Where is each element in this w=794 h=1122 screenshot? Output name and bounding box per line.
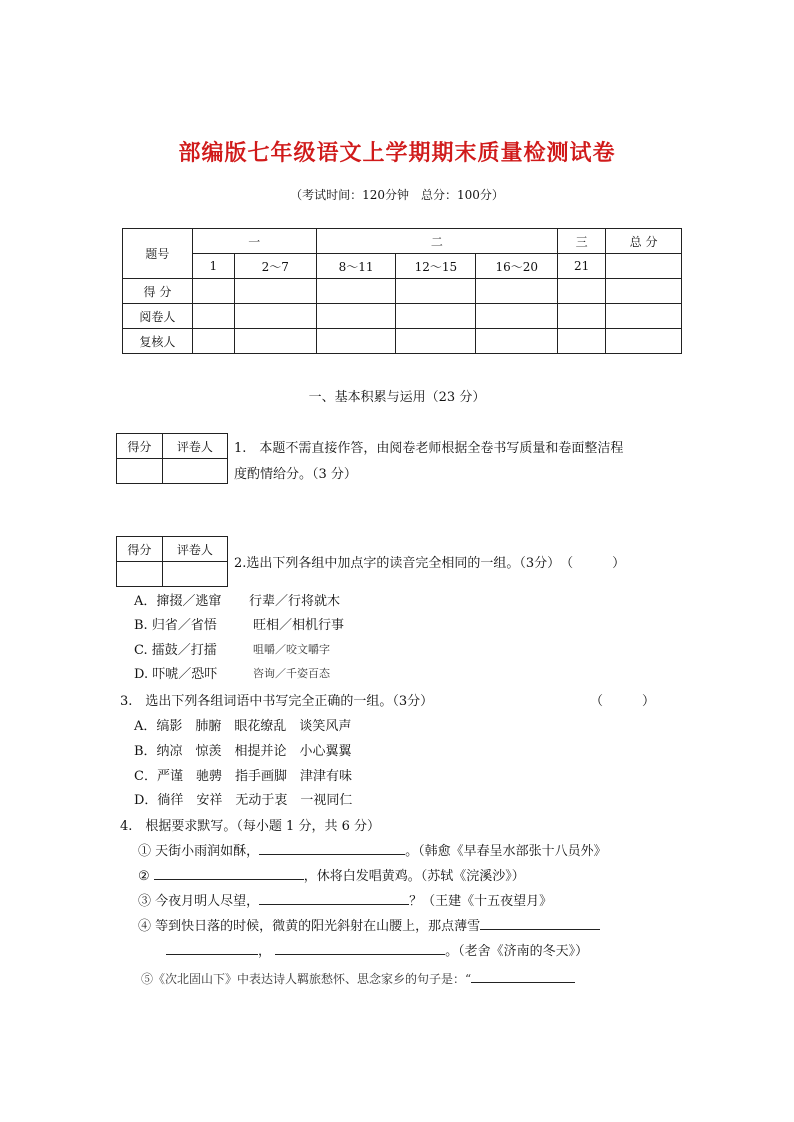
item-number: ② bbox=[138, 869, 150, 884]
col-label: 21 bbox=[558, 254, 606, 279]
answer-blank[interactable] bbox=[259, 840, 405, 855]
score-cell[interactable] bbox=[476, 279, 558, 304]
verse-source: ，休将白发唱黄鸡。（苏轼《浣溪沙》） bbox=[303, 869, 525, 884]
q3-option-d: D．徜徉 安祥 无动于衷 一视同仁 bbox=[134, 793, 353, 808]
score-table bbox=[122, 228, 682, 354]
verse-given: 今夜月明人尽望， bbox=[155, 894, 260, 909]
verse-prompt: 《次北固山下》中表达诗人羁旅愁怀、思念家乡的句子是：“ bbox=[153, 972, 472, 986]
q1-line1: 1. 本题不需直接作答，由阅卷老师根据全卷书写质量和卷面整洁程 bbox=[234, 441, 624, 456]
row-label: 得 分 bbox=[123, 279, 193, 304]
grader-cell[interactable] bbox=[558, 304, 606, 329]
option-pair-1: 擂鼓／打擂 bbox=[151, 643, 217, 658]
grader-box bbox=[116, 433, 228, 484]
q3-answer-paren: （ ） bbox=[590, 694, 656, 709]
q4-item-5 bbox=[141, 968, 575, 987]
q3-option-b: B．纳凉 惊羡 相提并论 小心翼翼 bbox=[134, 744, 352, 759]
q2-stem: 2.选出下列各组中加点字的读音完全相同的一组。（3分） （ ） bbox=[234, 556, 626, 571]
reviewer-cell[interactable] bbox=[234, 329, 316, 354]
grader-box-grader-label: 评卷人 bbox=[162, 537, 227, 562]
q2-option-c bbox=[134, 639, 217, 658]
group-1-header: 一 bbox=[192, 229, 316, 254]
passage-given: 等到快日落的时候，微黄的阳光斜射在山腰上，那点薄雪 bbox=[155, 919, 481, 934]
row-label: 阅卷人 bbox=[123, 304, 193, 329]
col-label: 1 bbox=[192, 254, 234, 279]
option-pair-1: 吓唬／恐吓 bbox=[152, 667, 218, 682]
q1-line2: 度酌情给分。（3 分） bbox=[234, 467, 357, 482]
grader-box-score-cell[interactable] bbox=[117, 459, 163, 484]
reviewer-cell[interactable] bbox=[476, 329, 558, 354]
item-number: ⑤ bbox=[141, 972, 154, 986]
group-3-header: 三 bbox=[558, 229, 606, 254]
reviewer-cell[interactable] bbox=[558, 329, 606, 354]
exam-info: （考试时间：120分钟 总分：100分） bbox=[290, 188, 504, 202]
q4-stem: 4. 根据要求默写。（每小题 1 分，共 6 分） bbox=[120, 819, 380, 834]
col-label: 2～7 bbox=[234, 254, 316, 279]
score-cell[interactable] bbox=[316, 279, 396, 304]
q4-item-4 bbox=[138, 915, 600, 934]
group-2-header: 二 bbox=[316, 229, 558, 254]
item-number: ④ bbox=[138, 919, 152, 934]
grader-cell[interactable] bbox=[476, 304, 558, 329]
q3-stem: 3. 选出下列各组词语中书写完全正确的一组。（3分） bbox=[120, 694, 434, 709]
score-cell[interactable] bbox=[606, 279, 682, 304]
col-label: 12～15 bbox=[396, 254, 476, 279]
grader-cell[interactable] bbox=[234, 304, 316, 329]
reviewer-cell[interactable] bbox=[316, 329, 396, 354]
section-heading: 一、基本积累与运用（23 分） bbox=[308, 390, 486, 405]
grader-box-score-cell[interactable] bbox=[117, 562, 163, 587]
answer-blank[interactable] bbox=[154, 865, 304, 880]
item-number: ③ bbox=[138, 894, 152, 909]
q2-option-d-pair2: 咨询／千姿百态 bbox=[253, 667, 330, 680]
q2-option-a bbox=[134, 590, 221, 609]
q4-item-4-cont bbox=[166, 940, 588, 959]
answer-blank[interactable] bbox=[480, 915, 600, 930]
answer-blank[interactable] bbox=[259, 890, 409, 905]
col-label: 16～20 bbox=[476, 254, 558, 279]
option-label: A． bbox=[134, 594, 157, 609]
verse-source: 。（韩愈《早春呈水部张十八员外》 bbox=[405, 844, 607, 859]
q2-option-a-pair2: 行辈／行将就木 bbox=[249, 594, 341, 609]
grader-box-grader-cell[interactable] bbox=[162, 562, 227, 587]
grader-box-score-label: 得分 bbox=[117, 434, 163, 459]
item-number: ① bbox=[138, 844, 152, 859]
verse-given: 天街小雨润如酥， bbox=[155, 844, 260, 859]
option-pair-1: 归省／省悟 bbox=[151, 618, 217, 633]
col-label: 8～11 bbox=[316, 254, 396, 279]
option-label: D. bbox=[134, 667, 149, 682]
q2-option-b bbox=[134, 614, 217, 633]
empty-cell bbox=[606, 254, 682, 279]
q2-option-c-pair2: 咀嚼／咬文嚼字 bbox=[253, 643, 330, 656]
score-cell[interactable] bbox=[192, 279, 234, 304]
q3-option-a: A．缟影 肺腑 眼花缭乱 谈笑风声 bbox=[134, 719, 352, 734]
grader-cell[interactable] bbox=[316, 304, 396, 329]
reviewer-cell[interactable] bbox=[192, 329, 234, 354]
total-header: 总 分 bbox=[606, 229, 682, 254]
grader-box-grader-cell[interactable] bbox=[162, 459, 227, 484]
verse-source: ？（王建《十五夜望月》 bbox=[409, 894, 553, 909]
option-label: C. bbox=[134, 643, 148, 658]
answer-blank[interactable] bbox=[471, 968, 575, 983]
score-cell[interactable] bbox=[558, 279, 606, 304]
grader-cell[interactable] bbox=[192, 304, 234, 329]
score-cell[interactable] bbox=[396, 279, 476, 304]
answer-blank[interactable] bbox=[275, 940, 445, 955]
q3-option-c: C．严谨 驰骋 指手画脚 津津有味 bbox=[134, 769, 352, 784]
q4-item-1 bbox=[138, 840, 607, 859]
separator-comma: ， bbox=[258, 944, 272, 959]
score-cell[interactable] bbox=[234, 279, 316, 304]
option-pair-1: 撺掇／逃窜 bbox=[156, 594, 222, 609]
option-label: B. bbox=[134, 618, 148, 633]
answer-blank[interactable] bbox=[166, 940, 258, 955]
grader-box-score-label: 得分 bbox=[117, 537, 163, 562]
grader-box bbox=[116, 536, 228, 587]
row-label: 复核人 bbox=[123, 329, 193, 354]
reviewer-cell[interactable] bbox=[606, 329, 682, 354]
q4-item-3 bbox=[138, 890, 552, 909]
q2-option-d bbox=[134, 663, 217, 682]
grader-cell[interactable] bbox=[396, 304, 476, 329]
q4-item-2 bbox=[138, 865, 525, 884]
grader-cell[interactable] bbox=[606, 304, 682, 329]
grader-box-grader-label: 评卷人 bbox=[162, 434, 227, 459]
question-number-header: 题号 bbox=[123, 229, 193, 279]
q2-option-b-pair2: 旺相／相机行事 bbox=[253, 618, 345, 633]
passage-source: 。（老舍《济南的冬天》） bbox=[445, 944, 589, 959]
reviewer-cell[interactable] bbox=[396, 329, 476, 354]
page-title: 部编版七年级语文上学期期末质量检测试卷 bbox=[178, 140, 616, 166]
